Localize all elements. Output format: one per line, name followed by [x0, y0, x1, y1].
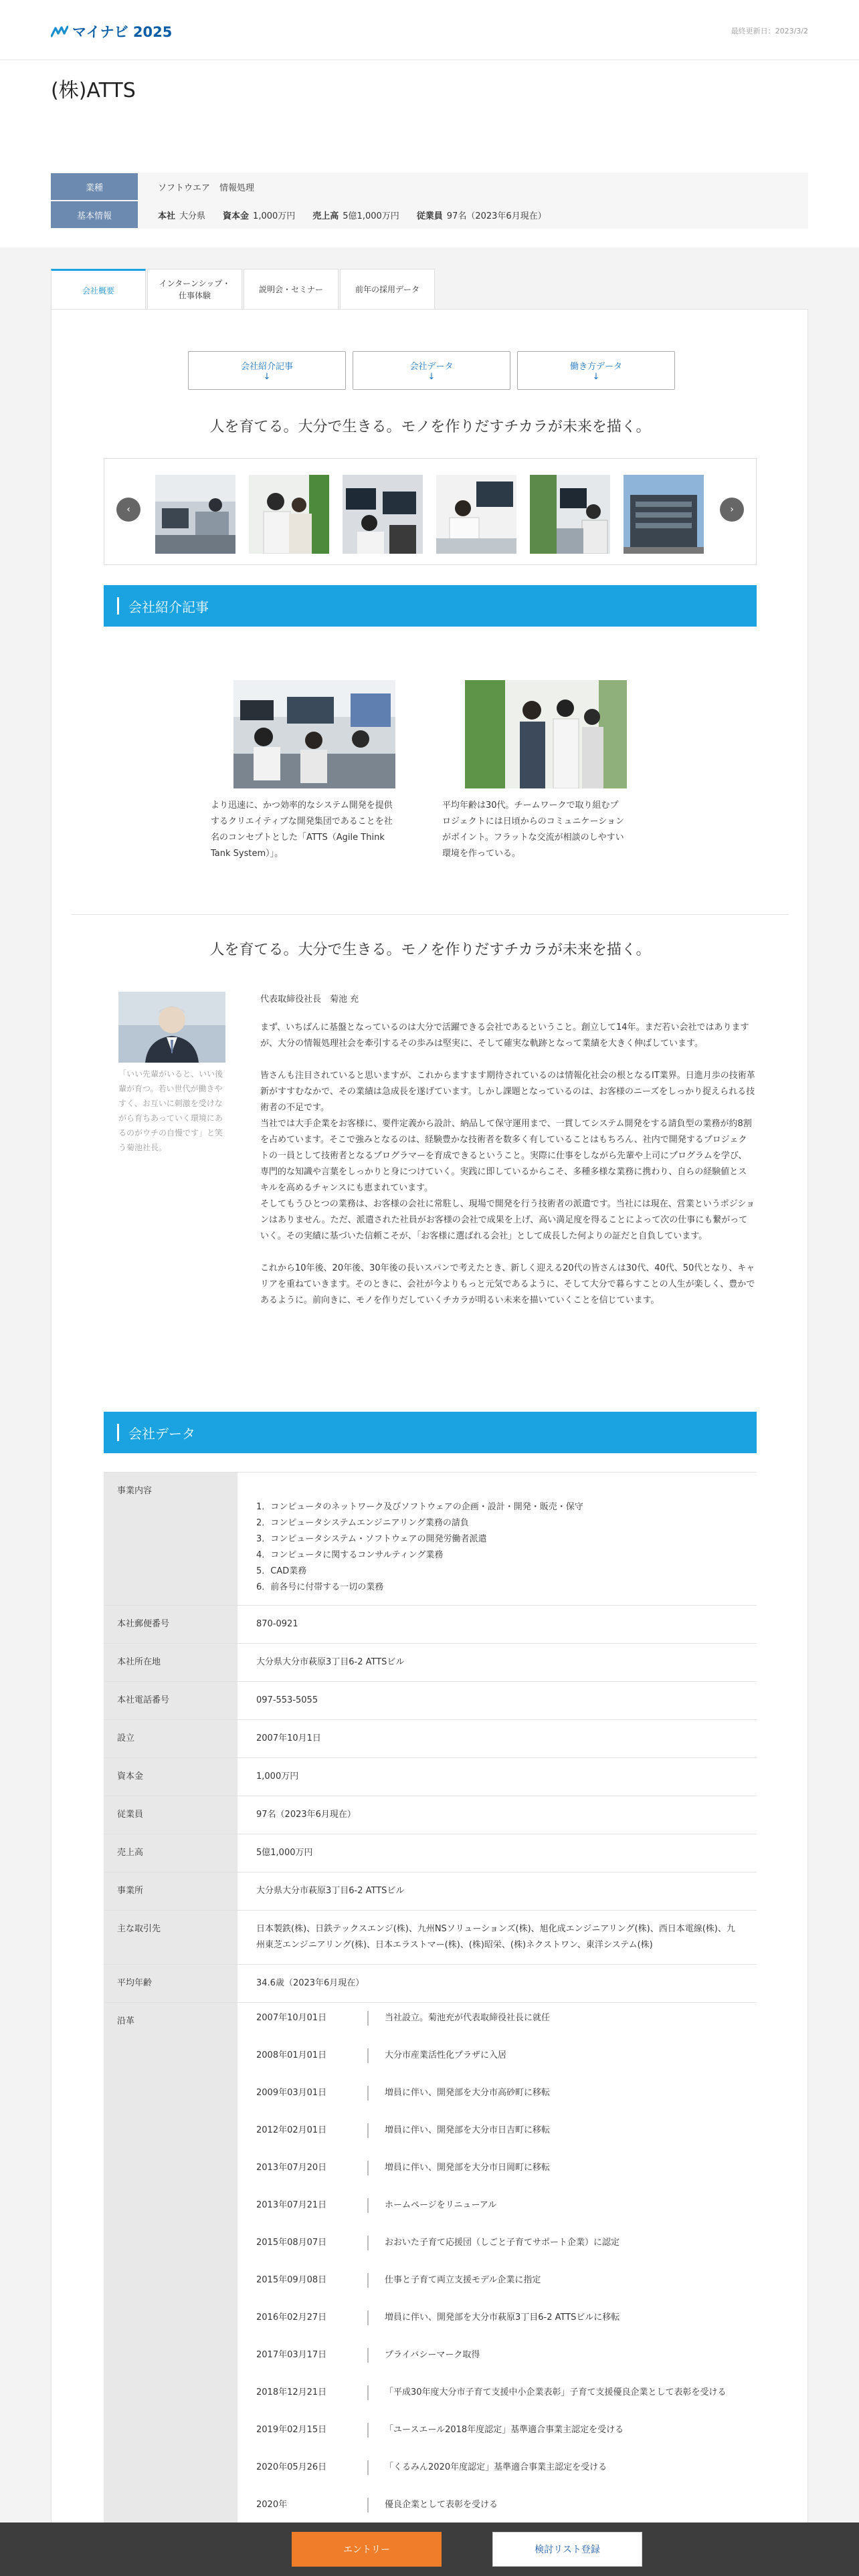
- last-updated: 最終更新日：2023/3/2: [731, 27, 808, 35]
- history-date: 2019年02月15日: [256, 2423, 369, 2438]
- title-bar-decoration: [117, 597, 119, 615]
- history-date: 2008年01月01日: [256, 2048, 369, 2063]
- history-event: 増員に伴い、開発部を大分市日吉町に移転: [385, 2125, 551, 2135]
- add-to-list-button[interactable]: 検討リスト登録: [492, 2532, 642, 2567]
- president-photo: [118, 992, 225, 1063]
- history-item: [256, 2198, 738, 2213]
- carousel-next-button[interactable]: ›: [720, 498, 744, 522]
- row-value: 2007年10月1日: [256, 1733, 321, 1743]
- table-row: [104, 1872, 757, 1911]
- table-row: [104, 1720, 757, 1758]
- history-event: 優良企業として表彰を受ける: [385, 2500, 498, 2510]
- tab-company-overview[interactable]: 会社概要: [51, 269, 146, 310]
- tab-seminar[interactable]: 説明会・セミナー: [244, 269, 339, 309]
- row-label: 売上高: [104, 1834, 237, 1872]
- message-paragraph: これから10年後、20年後、30年後の長いスパンで考えたとき、新しく迎える20代の皆さんは30代、40代、50代となり、キャリアを重ねていきます。そのときに、会社が今よりもっと元気であるように、そして大分で暮らすことの人生が楽しく、豊かであるように。前向きに、モノを作りだしていくチカラが明るい未来を描いていくことを信じています。: [260, 1263, 755, 1305]
- down-arrow-icon: ↓: [427, 372, 436, 382]
- row-value: 大分県大分市萩原3丁目6-2 ATTSビル: [256, 1886, 405, 1896]
- row-label: 事業内容: [104, 1473, 237, 1605]
- table-row: [104, 1644, 757, 1682]
- table-row: [104, 1834, 757, 1872]
- row-value: 870-0921: [256, 1619, 298, 1629]
- carousel-photo[interactable]: [624, 475, 704, 554]
- sales-value: 5億1,000万円: [343, 211, 399, 221]
- company-data-table: [104, 1472, 757, 2524]
- message-paragraph: そしてもうひとつの業務は、お客様の会社に常駐し、現場で開発を行う技術者の派遣です。当社には現在、営業というポジションはありません。ただ、派遣された社員がお客様の会社で成果を上げ、高い満足度を得ることによって次の仕事にも繋がっていく。その実績に基づいた信頼こそが、「お客様に選ばれる会社」として成長した何よりの証だと自負しています。: [260, 1199, 755, 1241]
- anchor-company-data-button[interactable]: [353, 351, 510, 390]
- company-info-box: [51, 173, 808, 229]
- history-event: ホームページをリニューアル: [385, 2200, 497, 2210]
- president-name: 代表取締役社長 菊池 充: [260, 994, 359, 1004]
- article-section-title: [104, 585, 757, 627]
- history-item: [256, 2423, 738, 2438]
- carousel-photo[interactable]: [155, 475, 235, 554]
- industry-row: [51, 173, 808, 201]
- tab-internship[interactable]: インターンシップ・ 仕事体験: [147, 269, 242, 309]
- anchor-label: 会社紹介記事: [240, 362, 293, 372]
- article-caption-2: 平均年齢は30代。チームワークで取り組むプロジェクトには日頃からのコミュニケーションがポイント。フラットな交流が相談のしやすい環境を作っている。: [442, 800, 624, 859]
- entry-button[interactable]: エントリー: [292, 2532, 442, 2567]
- history-event: 大分市産業活性化プラザに入居: [385, 2050, 507, 2060]
- carousel-thumbnails: [155, 475, 704, 554]
- carousel-photo[interactable]: [249, 475, 329, 554]
- carousel-photo[interactable]: [343, 475, 423, 554]
- employees-value: 97名（2023年6月現在）: [446, 211, 547, 221]
- business-line: 3．コンピュータシステム・ソフトウェアの開発労働者派遣: [256, 1534, 487, 1544]
- history-item: [256, 2348, 738, 2363]
- history-event: 「ユースエール2018年度認定」基準適合事業主認定を受ける: [385, 2425, 624, 2435]
- industry-label: 業種: [51, 173, 138, 200]
- history-event: 「くるみん2020年度認定」基準適合事業主認定を受ける: [385, 2462, 607, 2472]
- history-date: 2016年02月27日: [256, 2311, 369, 2325]
- mynavi-logo-icon: [51, 25, 68, 37]
- employees-key: 従業員: [416, 211, 443, 221]
- title-bar-decoration: [117, 1424, 119, 1441]
- row-label: 本社郵便番号: [104, 1606, 237, 1643]
- catch-copy: 人を育てる。大分で生きる。モノを作りだすチカラが未来を描く。: [209, 419, 651, 435]
- row-value: 34.6歳（2023年6月現在）: [256, 1978, 365, 1988]
- article-photo-1: [233, 680, 395, 788]
- history-date: 2015年09月08日: [256, 2273, 369, 2288]
- photo-carousel: [104, 458, 757, 565]
- row-label: 平均年齢: [104, 1965, 237, 2002]
- main-content: [51, 309, 808, 2576]
- history-event: 増員に伴い、開発部を大分市萩原3丁目6-2 ATTSビルに移転: [385, 2313, 620, 2323]
- history-date: 2020年: [256, 2498, 369, 2512]
- history-date: 2013年07月21日: [256, 2198, 369, 2213]
- anchor-nav: [188, 351, 675, 390]
- history-list: [237, 2003, 757, 2523]
- row-value: 日本製鉄(株)、日鉄テックスエンジ(株)、九州NSソリューションズ(株)、旭化成エンジニアリング(株)、西日本電線(株)、九州東芝エンジニアリング(株)、日本エラストマー(株)、(株)昭栄、(株)ネクストワン、東洋システム(株): [256, 1924, 735, 1950]
- section-title-text: 会社データ: [128, 1425, 195, 1442]
- logo-text: マイナビ 2025: [72, 24, 173, 40]
- row-label: 従業員: [104, 1796, 237, 1834]
- history-date: 2013年07月20日: [256, 2161, 369, 2175]
- history-item: [256, 2123, 738, 2138]
- history-date: 2020年05月26日: [256, 2460, 369, 2475]
- history-event: 「平成30年度大分市子育て支援中小企業表彰」子育て支援優良企業として表彰を受ける: [385, 2387, 727, 2397]
- basic-info-row: [51, 201, 808, 229]
- tab-previous-recruitment[interactable]: 前年の採用データ: [340, 269, 435, 309]
- business-line: 6．前各号に付帯する一切の業務: [256, 1582, 384, 1592]
- hq-value: 大分県: [179, 211, 206, 221]
- sales-key: 売上高: [312, 211, 339, 221]
- history-item: [256, 2236, 738, 2250]
- president-message: [260, 1020, 755, 1309]
- article-caption-1: より迅速に、かつ効率的なシステム開発を提供するクリエイティブな開発集団であることを社名のコンセプトとした「ATTS（Agile Think Tank System）」。: [211, 800, 393, 859]
- history-item: [256, 2385, 738, 2400]
- history-date: 2018年12月21日: [256, 2385, 369, 2400]
- history-date: 2017年03月17日: [256, 2348, 369, 2363]
- history-item: [256, 2311, 738, 2325]
- history-item: [256, 2011, 738, 2026]
- carousel-photo[interactable]: [436, 475, 516, 554]
- message-paragraph: まず、いちばんに基盤となっているのは大分で活躍できる会社であるということ。創立して14年。まだ若い会社ではありますが、大分の情報処理社会を牽引するその歩みは堅実に、そして確実な軌跡となって業績を大きく伸ばしています。: [260, 1023, 749, 1049]
- capital-value: 1,000万円: [253, 211, 296, 221]
- table-row: [104, 1911, 757, 1965]
- history-item: [256, 2498, 738, 2512]
- row-value: 5億1,000万円: [256, 1848, 313, 1858]
- anchor-label: 働き方データ: [569, 362, 622, 372]
- anchor-article-button[interactable]: [188, 351, 346, 390]
- table-row: [104, 1473, 757, 1606]
- row-value: 1,000万円: [256, 1772, 299, 1782]
- history-event: 仕事と子育て両立支援モデル企業に指定: [385, 2275, 541, 2285]
- history-row: [104, 2003, 757, 2524]
- history-item: [256, 2086, 738, 2101]
- history-date: 2012年02月01日: [256, 2123, 369, 2138]
- row-value: 97名（2023年6月現在）: [256, 1810, 356, 1820]
- history-event: 増員に伴い、開発部を大分市高砂町に移転: [385, 2088, 551, 2098]
- table-row: [104, 1606, 757, 1644]
- mynavi-logo[interactable]: [51, 21, 172, 41]
- anchor-workstyle-button[interactable]: [517, 351, 675, 390]
- row-label: 主な取引先: [104, 1911, 237, 1964]
- business-line: 5．CAD業務: [256, 1566, 307, 1576]
- table-row: [104, 1796, 757, 1834]
- business-line: 2．コンピュータシステムエンジニアリング業務の請負: [256, 1518, 469, 1528]
- message-paragraph: 皆さんも注目されていると思いますが、これからますます期待されているのは情報化社会の根となるIT業界。日進月歩の技術革新がすすむなかで、その業績は急成長を遂げています。しかし課題となっているのは、お客様のニーズをしっかり捉えられる技術者の不足です。: [260, 1071, 755, 1113]
- table-row: [104, 1758, 757, 1796]
- capital-key: 資本金: [223, 211, 250, 221]
- history-event: プライバシーマーク取得: [385, 2350, 480, 2360]
- row-label: 沿革: [104, 2003, 237, 2523]
- row-label: 本社電話番号: [104, 1682, 237, 1719]
- business-line: 4．コンピュータに関するコンサルティング業務: [256, 1550, 444, 1560]
- anchor-label: 会社データ: [409, 362, 454, 372]
- business-line: 1．コンピュータのネットワーク及びソフトウェアの企画・設計・開発・販売・保守: [256, 1502, 583, 1512]
- industry-item[interactable]: ソフトウエア: [158, 183, 211, 193]
- history-event: おおいた子育て応援団（しごと子育てサポート企業）に認定: [385, 2238, 620, 2248]
- carousel-prev-button[interactable]: ‹: [116, 498, 140, 522]
- article-photo-2: [465, 680, 627, 788]
- row-value: [237, 1473, 757, 1605]
- down-arrow-icon: ↓: [263, 372, 271, 382]
- message-paragraph: 当社では大手企業をお客様に、要件定義から設計、納品して保守運用まで、一貫してシステム開発をする請負型の業務が約8割を占めています。そこで強みとなるのは、経験豊かな技術者を数多く有していることはもちろん、社内で開発するプロジェクトの一員として技術者となるプログラマーを育成できるということ。実際に仕事をしながら先輩や上司にプログラムを学び、専門的な知識や言葉をしっかりと身につけていく。実践に即しているからこそ、多種多様な業務に携わり、自らの経験値とスキルを高めるチャンスにも恵まれています。: [260, 1119, 752, 1193]
- history-event: 当社設立。菊池充が代表取締役社長に就任: [385, 2013, 551, 2023]
- sticky-action-bar: [0, 2523, 859, 2576]
- history-date: 2007年10月01日: [256, 2011, 369, 2026]
- history-date: 2015年08月07日: [256, 2236, 369, 2250]
- history-item: [256, 2273, 738, 2288]
- basic-info-label: 基本情報: [51, 201, 138, 228]
- table-row: [104, 1682, 757, 1720]
- president-caption: 「いい先輩がいると、いい後輩が育つ。若い世代が働きやすく、お互いに刺激を受けながら育ちあっていく環境にあるのがウチの自慢です」と笑う菊池社長。: [118, 1069, 223, 1152]
- row-value: 097-553-5055: [256, 1695, 318, 1705]
- down-arrow-icon: ↓: [592, 372, 600, 382]
- row-value: 大分県大分市萩原3丁目6-2 ATTSビル: [256, 1657, 405, 1667]
- row-label: 事業所: [104, 1872, 237, 1910]
- section-divider: [72, 914, 789, 915]
- history-item: [256, 2460, 738, 2475]
- company-name: (株)ATTS: [51, 79, 136, 102]
- history-date: 2009年03月01日: [256, 2086, 369, 2101]
- catch-copy-repeat: 人を育てる。大分で生きる。モノを作りだすチカラが未来を描く。: [209, 942, 651, 958]
- company-data-section-title: [104, 1412, 757, 1453]
- row-label: 設立: [104, 1720, 237, 1757]
- site-header: [0, 0, 859, 60]
- page-tabs: [51, 269, 436, 309]
- carousel-photo[interactable]: [530, 475, 610, 554]
- history-event: 増員に伴い、開発部を大分市日岡町に移転: [385, 2163, 551, 2173]
- row-label: 本社所在地: [104, 1644, 237, 1681]
- section-title-text: 会社紹介記事: [128, 599, 209, 615]
- history-item: [256, 2048, 738, 2063]
- row-label: 資本金: [104, 1758, 237, 1796]
- industry-item[interactable]: 情報処理: [219, 183, 255, 193]
- hq-key: 本社: [158, 211, 176, 221]
- history-item: [256, 2161, 738, 2175]
- table-row: [104, 1965, 757, 2003]
